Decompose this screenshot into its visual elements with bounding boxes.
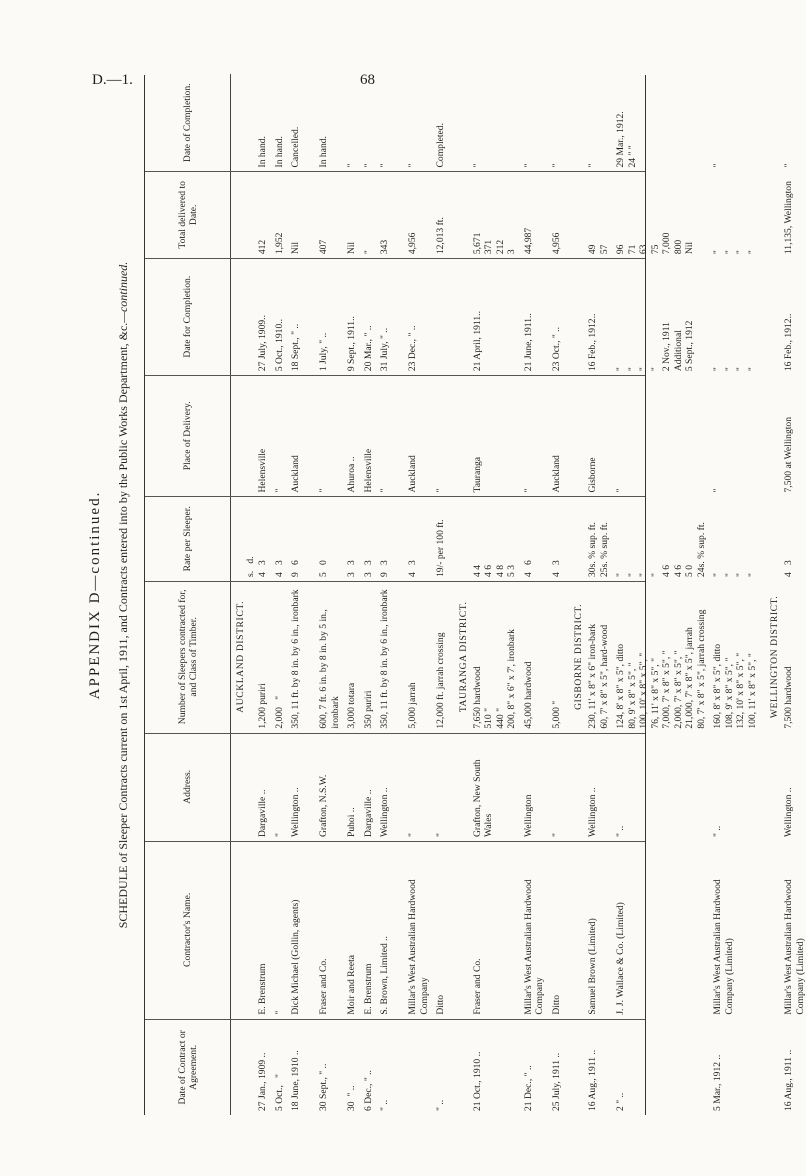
district-heading: AUCKLAND DISTRICT.: [235, 600, 246, 713]
table-cell: Fraser and Co.: [471, 958, 483, 1015]
table-cell: E. Brenstrum: [257, 963, 268, 1015]
table-cell: 407: [318, 239, 329, 255]
table-cell: Auckland: [550, 455, 562, 493]
table-cell: 21 June, 1911..: [522, 313, 534, 372]
district-heading: TAURANGA DISTRICT.: [457, 601, 469, 713]
table-cell: ": [712, 488, 723, 493]
table-cell: 31 July, " ..: [379, 327, 390, 372]
table-cell: Wellington: [522, 794, 534, 837]
subtitle-continued: —continued.: [116, 261, 130, 323]
table-cell: ": [712, 163, 723, 168]
table-cell: 5 Oct., 1910..: [273, 318, 285, 372]
table-cell: Dargaville ..: [362, 789, 374, 837]
table-cell: Auckland: [290, 455, 301, 493]
table-cell: Helensville: [362, 448, 374, 493]
table-cell: 1 July, " ..: [318, 332, 329, 372]
table-cell: Wellington ..: [379, 787, 390, 837]
page-number: 68: [360, 72, 375, 88]
table-cell: Grafton, N.S.W.: [318, 774, 329, 837]
appendix-title: APPENDIX D—continued.: [87, 490, 103, 700]
table-cell: 5,671 371 212 3: [471, 232, 517, 255]
table-cell: 5 Oct., ": [273, 1074, 285, 1111]
table-cell: 3 3: [362, 560, 374, 577]
table-cell: " ..: [379, 1099, 390, 1111]
table-cell: ": [471, 163, 483, 168]
table-cell: Auckland: [407, 455, 418, 493]
table-cell: Millar's West Australian Hardwood Company (Limited): [712, 876, 735, 1015]
table-cell: Millar's West Australian Hardwood Company (Limited): [783, 876, 806, 1015]
table-cell: Nil: [290, 241, 301, 255]
table-cell: 16 Aug., 1911 ..: [587, 1049, 598, 1111]
column-sleepers: [145, 581, 794, 734]
table-cell: " ..: [435, 1099, 446, 1111]
table-cell: Dick Michael (Gollin, agents): [290, 899, 301, 1015]
column-header: Date of Contract or Agreement.: [145, 1020, 231, 1115]
column-delivered: [145, 172, 794, 260]
table-cell: 18 Sept., " ..: [290, 323, 301, 372]
table-cell: 4 3: [273, 560, 285, 577]
table-cell: 16 Aug., 1911 ..: [783, 1049, 794, 1111]
table-cell: 45,000 hardwood: [522, 661, 534, 729]
table-cell: Nil: [346, 241, 357, 255]
table-cell: 7,650 hardwood 510 " 440 " 200, 8" x 6" x 7', ironbark: [471, 629, 517, 729]
table-cell: 4,956: [550, 232, 562, 255]
column-completion: [145, 258, 794, 376]
table-cell: 2 " ..: [615, 1092, 626, 1111]
table-cell: 27 Jan., 1909 ..: [257, 1052, 268, 1111]
table-cell: Helensville: [257, 448, 268, 493]
table-cell: 18 June, 1910 ..: [290, 1050, 301, 1111]
subtitle-main: SCHEDULE of Sleeper Contracts current on 1st April, 1911, and Contracts entered into by the Public Works Department, &c.: [116, 322, 130, 929]
table-cell: 7,500 at Wellington: [783, 416, 794, 493]
table-cell: ": [273, 488, 285, 493]
table-cell: 4 3: [550, 560, 562, 577]
table-cell: 5,000 ": [550, 700, 562, 729]
table-cell: 12,000 ft. jarrah crossing: [435, 632, 446, 729]
table-cell: Ditto: [435, 994, 446, 1015]
table-cell: 5 Mar., 1912 ..: [712, 1054, 723, 1111]
table-cell: 3,000 totara: [346, 682, 357, 729]
table-cell: " " " " 2 Nov., 1911 Additional 5 Sept., 1912: [615, 320, 695, 372]
table-cell: ": [273, 833, 285, 837]
table-cell: 20 Mar., " ..: [362, 325, 374, 372]
table-cell: Moir and Reeta: [346, 954, 357, 1015]
table-cell: 49 57: [587, 244, 610, 255]
table-cell: " " " ": [712, 573, 758, 577]
table-cell: 27 July, 1909..: [257, 315, 268, 372]
table-cell: ": [318, 488, 329, 493]
table-cell: ": [435, 488, 446, 493]
column-header: Contractor's Name.: [145, 841, 231, 1019]
table-cell: 350, 11 ft. by 8 in. by 6 in., ironbark: [290, 589, 301, 729]
table-cell: " " " " 4 6 4 6 5 0 24s. % sup. ft.: [615, 522, 707, 577]
table-cell: 2,000 ": [273, 695, 285, 729]
table-cell: Wellington ..: [783, 787, 794, 837]
table-cell: 124, 8' x 8" x 5", ditto 80, 9' x 8" x 5", " 100, 10' x 8" x 5", " 76, 11' x 8" x 5", " 7,000, 7' x 8" x 5", " 2,000, 7' x 8" x 5", " 21,000, 7' x 8" x 5", jarrah 80, 7' x 8" x 5", jarrah crossing: [615, 609, 707, 729]
table-cell: 4,956: [407, 232, 418, 255]
table-cell: J. J. Wallace & Co. (Limited): [615, 902, 626, 1015]
table-cell: 30 " ..: [346, 1085, 357, 1111]
table-cell: E. Brenstrum: [362, 963, 374, 1015]
sleeper-contracts-table: [144, 75, 806, 1115]
table-cell: 350, 11 ft. by 8 in. by 6 in., ironbark: [379, 589, 390, 729]
table-cell: ": [346, 163, 357, 168]
district-heading: WELLINGTON DISTRICT.: [769, 595, 780, 719]
table-cell: ": [407, 833, 418, 837]
table-cell: ": [522, 488, 534, 493]
table-cell: 5 0: [318, 560, 329, 577]
document-code: D.—1.: [92, 72, 133, 88]
table-cell: 4 3: [257, 560, 268, 577]
table-cell: Wellington ..: [587, 787, 598, 837]
table-cell: Ditto: [550, 994, 562, 1015]
table-cell: 12,013 ft.: [435, 217, 446, 255]
table-cell: 9 6: [290, 560, 301, 577]
table-cell: " " " ": [712, 250, 758, 255]
district-heading: GISBORNE DISTRICT.: [573, 603, 584, 710]
table-cell: 1,952: [273, 232, 285, 255]
table-cell: In hand.: [318, 136, 329, 168]
table-cell: ": [587, 163, 598, 168]
column-rate: [145, 497, 794, 583]
table-cell: Dargaville ..: [257, 789, 268, 837]
table-cell: ": [615, 488, 626, 493]
table-cell: ": [379, 488, 390, 493]
table-cell: 1,200 puriri: [257, 683, 268, 729]
table-cell: 6 Dec., " ..: [362, 1070, 374, 1111]
table-cell: ": [783, 163, 794, 168]
table-cell: Ahuroa ..: [346, 456, 357, 493]
table-cell: 4 3: [783, 560, 794, 577]
table-cell: Millar's West Australian Hardwood Company: [522, 876, 545, 1015]
column-header: Rate per Sleeper.: [145, 497, 231, 582]
table-cell: " ..: [615, 825, 626, 837]
table-cell: Cancelled.: [290, 126, 301, 168]
column-header: Place of Delivery.: [145, 375, 231, 496]
table-cell: Wellington ..: [290, 787, 301, 837]
table-cell: 9 Sept., 1911..: [346, 316, 357, 372]
column-header: Date of Completion.: [145, 74, 231, 172]
column-place: [145, 375, 794, 497]
table-cell: 412: [257, 239, 268, 255]
table-cell: ": [379, 163, 390, 168]
column-header: Total delivered to Date.: [145, 172, 231, 259]
table-cell: 30 Sept., " ..: [318, 1063, 329, 1111]
table-cell: ": [435, 833, 446, 837]
table-cell: 25 July, 1911 ..: [550, 1052, 562, 1111]
table-cell: ": [273, 1010, 285, 1015]
table-cell: Gisborne: [587, 457, 598, 493]
table-cell: 4 4 4 6 4 8 5 3: [471, 565, 517, 577]
table-cell: 21 April, 1911..: [471, 311, 483, 372]
table-cell: 44,987: [522, 227, 534, 255]
table-cell: 11,135, Wellington: [783, 181, 794, 255]
table-cell: 16 Feb., 1912..: [783, 313, 794, 372]
table-cell: " ..: [712, 825, 723, 837]
column-header: Address.: [145, 733, 231, 841]
schedule-subtitle: [118, 75, 130, 1115]
table-cell: s. d.: [245, 556, 256, 577]
table-cell: 23 Oct., " ..: [550, 327, 562, 372]
table-cell: 21 Dec., " ..: [522, 1065, 534, 1111]
table-cell: Completed.: [435, 123, 446, 168]
column-completed: [145, 74, 794, 173]
column-header: Number of Sleepers contracted for, and Class of Timber.: [145, 581, 231, 733]
table-cell: In hand.: [257, 136, 268, 168]
table-cell: 16 Feb., 1912..: [587, 313, 598, 372]
table-cell: Fraser and Co.: [318, 958, 329, 1015]
table-cell: ": [550, 833, 562, 837]
table-cell: ": [550, 163, 562, 168]
table-cell: 343: [379, 239, 390, 255]
table-cell: 5,000 jarrah: [407, 682, 418, 729]
column-address: [145, 733, 794, 842]
table-cell: Grafton, New South Wales: [471, 757, 494, 837]
table-cell: 19/- per 100 ft.: [435, 519, 446, 577]
table-cell: 96 71 63 75 7,000 800 Nil: [615, 232, 695, 255]
column-name: [145, 841, 806, 1020]
table-cell: ": [362, 250, 374, 255]
table-cell: ": [362, 163, 374, 168]
table-cell: 3 3: [346, 560, 357, 577]
table-cell: 23 Dec., " ..: [407, 325, 418, 372]
table-cell: 350 puriri: [362, 690, 374, 729]
table-cell: 9 3: [379, 560, 390, 577]
table-cell: 30s. % sup. ft. 25s. % sup. ft.: [587, 522, 610, 577]
table-cell: S. Brown, Limited ..: [379, 936, 390, 1015]
table-cell: Samuel Brown (Limited): [587, 918, 598, 1015]
table-cell: In hand.: [273, 136, 285, 168]
table-cell: 4 3: [407, 560, 418, 577]
column-header: Date for Completion.: [145, 258, 231, 375]
table-cell: ": [522, 163, 534, 168]
table-cell: ": [407, 163, 418, 168]
table-cell: 230, 11' x 8" x 6" iron-bark 60, 7' x 8" x 5", hard-wood: [587, 623, 610, 729]
column-date: [145, 1020, 794, 1115]
table-cell: Millar's West Australian Hardwood Company: [407, 876, 430, 1015]
table-cell: Tauranga: [471, 456, 483, 493]
table-cell: 29 Mar., 1912. 24 " ": [615, 111, 638, 168]
table-cell: 4 6: [522, 560, 534, 577]
table-cell: Puhoi ..: [346, 807, 357, 837]
table-cell: " " " ": [712, 367, 758, 372]
table-cell: 160, 8' x 8" x 5", ditto 108, 9' x 8" x 5", " 132, 10' x 8" x 5", " 100, 11' x 8" x 5", ": [712, 643, 758, 729]
rotated-table-page: [87, 75, 806, 1115]
table-cell: 21 Oct., 1910 ..: [471, 1051, 483, 1111]
table-cell: 600, 7 ft. 6 in. by 8 in. by 5 in., ironbark: [318, 606, 341, 729]
table-cell: 7,500 hardwood: [783, 666, 794, 729]
